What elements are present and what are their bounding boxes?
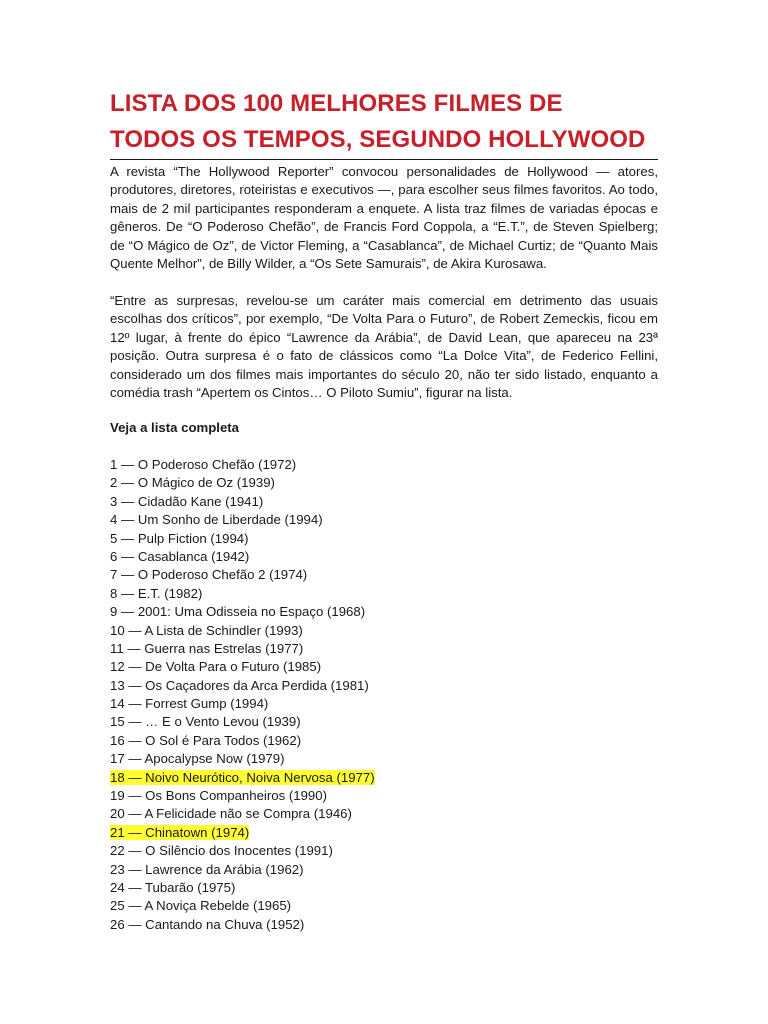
- list-item: [110, 640, 375, 658]
- list-item: [110, 603, 375, 621]
- list-item: [110, 732, 375, 750]
- list-item: [110, 622, 375, 640]
- film-text: 17 — Apocalypse Now (1979): [110, 751, 285, 767]
- film-text: 16 — O Sol é Para Todos (1962): [110, 732, 302, 748]
- title-line-2: TODOS OS TEMPOS, SEGUNDO HOLLYWOOD: [110, 126, 646, 153]
- list-item: [110, 750, 375, 768]
- list-item: [110, 805, 375, 823]
- list-item: [110, 677, 375, 695]
- list-item: [110, 842, 375, 860]
- film-text: 8 — E.T. (1982): [110, 585, 203, 601]
- film-text: 26 — Cantando na Chuva (1952): [110, 916, 305, 932]
- list-item: [110, 585, 375, 603]
- list-item: [110, 879, 375, 897]
- list-item: [110, 493, 375, 511]
- list-item: [110, 456, 375, 474]
- list-item: [110, 566, 375, 584]
- film-text: 6 — Casablanca (1942): [110, 548, 250, 564]
- film-text: 15 — … E o Vento Levou (1939): [110, 714, 301, 730]
- list-item: [110, 548, 375, 566]
- film-text: 13 — Os Caçadores da Arca Perdida (1981): [110, 677, 369, 693]
- film-text: 1 — O Poderoso Chefão (1972): [110, 457, 297, 472]
- film-text: 20 — A Felicidade não se Compra (1946): [110, 806, 352, 822]
- highlighted-film-text: 21 — Chinatown (1974): [110, 824, 250, 840]
- film-text: 11 — Guerra nas Estrelas (1977): [110, 640, 304, 656]
- list-item: [110, 474, 375, 492]
- title-line-1: LISTA DOS 100 MELHORES FILMES DE: [110, 90, 563, 117]
- list-item: [110, 861, 375, 879]
- list-heading: Veja a lista completa: [110, 420, 240, 435]
- surprises-paragraph: “Entre as surpresas, revelou-se um caráter mais comercial em detrimento das usuais escolhas dos críticos”, por exemplo, “De Volta Para o Futuro”, de Robert Zemeckis, ficou em 12º lugar, à frente do épico “Lawrence da Arábia”, de David Lean, que apareceu na 23ª posição. Outra surpresa é o fato de clássicos como “La Dolce Vita”, de Federico Fellini, considerado um dos filmes mais importantes do século 20, não ter sido listado, enquanto a comédia trash “Apertem os Cintos… O Piloto Sumiu”, figurar na lista.: [110, 293, 658, 401]
- film-text: 25 — A Noviça Rebelde (1965): [110, 898, 292, 914]
- title-divider: [110, 159, 658, 160]
- film-text: 12 — De Volta Para o Futuro (1985): [110, 659, 322, 675]
- highlighted-film-text: 18 — Noivo Neurótico, Noiva Nervosa (1977): [110, 769, 375, 785]
- film-text: 3 — Cidadão Kane (1941): [110, 493, 264, 509]
- list-item: [110, 695, 375, 713]
- film-text: 10 — A Lista de Schindler (1993): [110, 622, 303, 638]
- film-text: 24 — Tubarão (1975): [110, 879, 236, 895]
- list-item: [110, 658, 375, 676]
- list-item: [110, 713, 375, 731]
- list-item: [110, 897, 375, 915]
- list-item: [110, 769, 375, 787]
- page-title: [110, 86, 670, 158]
- film-text: 9 — 2001: Uma Odisseia no Espaço (1968): [110, 604, 366, 620]
- intro-paragraph: A revista “The Hollywood Reporter” convocou personalidades de Hollywood — atores, produtores, diretores, roteiristas e executivos —, para escolher seus filmes favoritos. Ao todo, mais de 2 mil participantes responderam a enquete. A lista traz filmes de variadas épocas e gêneros. De “O Poderoso Chefão”, de Francis Ford Coppola, a “E.T.”, de Steven Spielberg; de “O Mágico de Oz”, de Victor Fleming, a “Casablanca”, de Michael Curtiz; de “Quanto Mais Quente Melhor”, de Billy Wilder, a “Os Sete Samurais”, de Akira Kurosawa.: [110, 164, 658, 272]
- list-item: [110, 824, 375, 842]
- list-item: [110, 916, 375, 934]
- film-text: 14 — Forrest Gump (1994): [110, 696, 269, 712]
- list-item: [110, 530, 375, 548]
- film-text: 23 — Lawrence da Arábia (1962): [110, 861, 304, 877]
- film-text: 19 — Os Bons Companheiros (1990): [110, 788, 327, 804]
- list-item: [110, 787, 375, 805]
- film-text: 2 — O Mágico de Oz (1939): [110, 475, 275, 491]
- film-list: [110, 456, 375, 934]
- film-text: 4 — Um Sonho de Liberdade (1994): [110, 512, 323, 528]
- list-item: [110, 511, 375, 529]
- film-text: 22 — O Silêncio dos Inocentes (1991): [110, 843, 333, 859]
- film-text: 5 — Pulp Fiction (1994): [110, 530, 249, 546]
- film-text: 7 — O Poderoso Chefão 2 (1974): [110, 567, 308, 583]
